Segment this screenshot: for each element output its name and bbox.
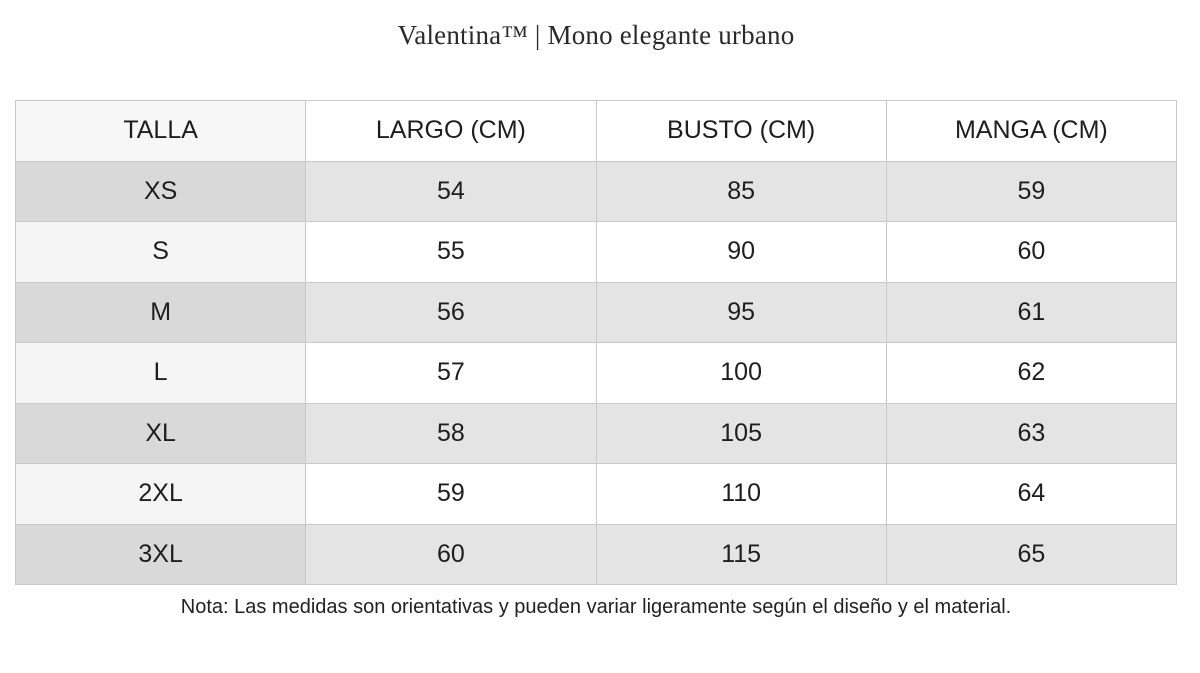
cell-manga: 63 — [886, 403, 1176, 464]
cell-busto: 95 — [596, 282, 886, 343]
table-row — [16, 403, 1177, 464]
cell-manga: 64 — [886, 464, 1176, 525]
cell-manga: 59 — [886, 161, 1176, 222]
cell-manga: 60 — [886, 222, 1176, 283]
cell-busto: 90 — [596, 222, 886, 283]
header-talla: TALLA — [16, 101, 306, 162]
cell-busto: 115 — [596, 524, 886, 585]
table-row — [16, 161, 1177, 222]
table-row — [16, 282, 1177, 343]
header-manga: MANGA (CM) — [886, 101, 1176, 162]
cell-talla: 2XL — [16, 464, 306, 525]
cell-largo: 59 — [306, 464, 596, 525]
table-row — [16, 222, 1177, 283]
cell-talla: S — [16, 222, 306, 283]
cell-busto: 110 — [596, 464, 886, 525]
table-row — [16, 524, 1177, 585]
cell-largo: 56 — [306, 282, 596, 343]
measurement-note: Nota: Las medidas son orientativas y pueden variar ligeramente según el diseño y el material. — [180, 596, 1012, 618]
cell-largo: 60 — [306, 524, 596, 585]
cell-manga: 61 — [886, 282, 1176, 343]
cell-busto: 100 — [596, 343, 886, 404]
table-row — [16, 464, 1177, 525]
page-title: Valentina™ | Mono elegante urbano — [397, 20, 795, 50]
cell-largo: 58 — [306, 403, 596, 464]
cell-talla: XL — [16, 403, 306, 464]
cell-manga: 62 — [886, 343, 1176, 404]
cell-manga: 65 — [886, 524, 1176, 585]
cell-largo: 54 — [306, 161, 596, 222]
cell-talla: XS — [16, 161, 306, 222]
cell-largo: 57 — [306, 343, 596, 404]
cell-largo: 55 — [306, 222, 596, 283]
cell-talla: M — [16, 282, 306, 343]
size-chart-table — [15, 100, 1177, 585]
table-row — [16, 343, 1177, 404]
header-busto: BUSTO (CM) — [596, 101, 886, 162]
cell-talla: 3XL — [16, 524, 306, 585]
cell-busto: 85 — [596, 161, 886, 222]
cell-talla: L — [16, 343, 306, 404]
table-header-row — [16, 101, 1177, 162]
header-largo: LARGO (CM) — [306, 101, 596, 162]
cell-busto: 105 — [596, 403, 886, 464]
